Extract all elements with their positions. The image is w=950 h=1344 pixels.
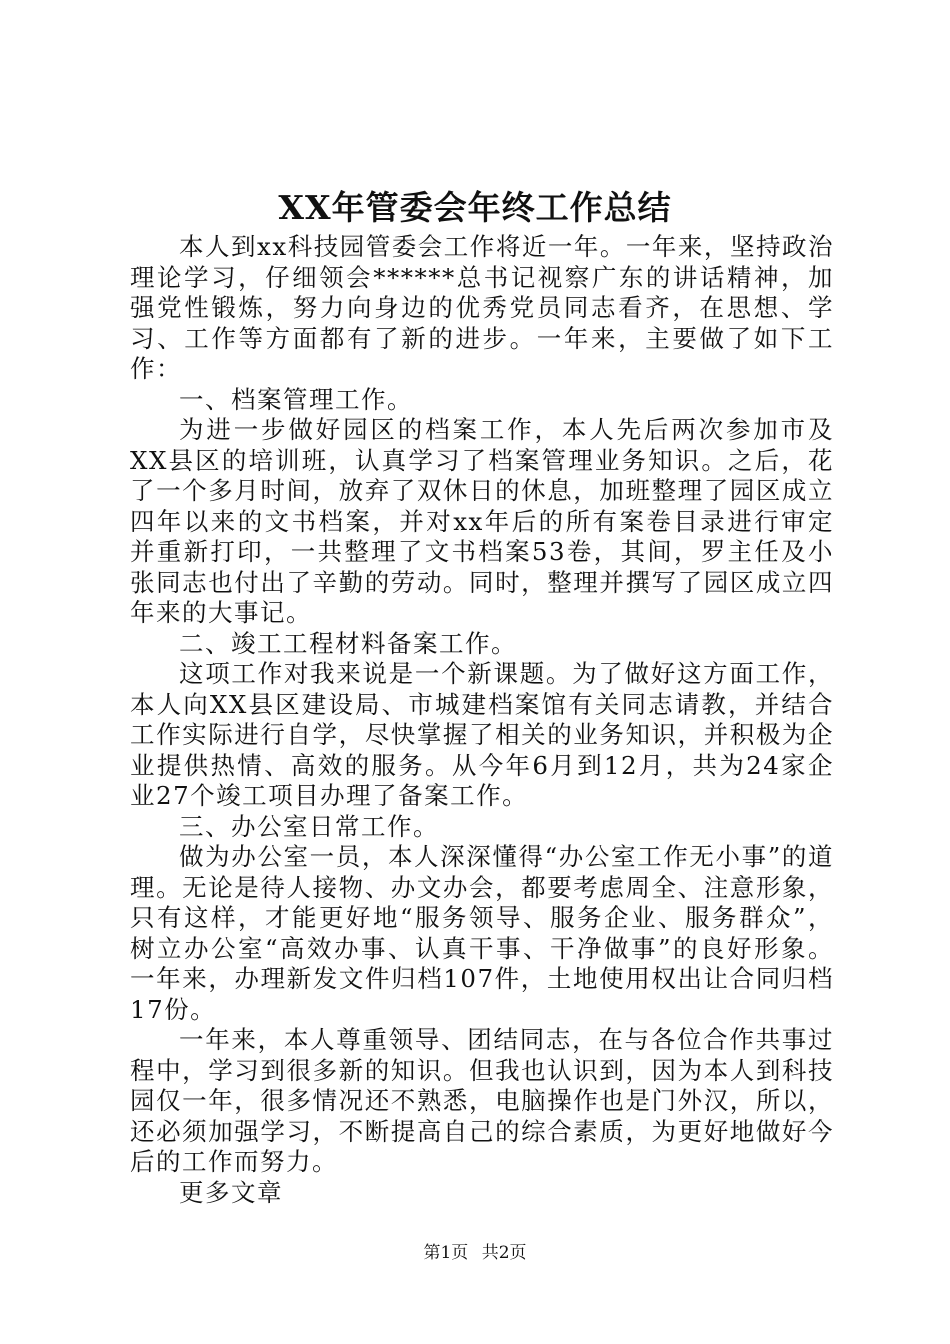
page-number-total: 共2页: [481, 1243, 527, 1263]
section-heading-filing: 二、竣工工程材料备案工作。: [179, 628, 517, 658]
paragraph-conclusion: 一年来，本人尊重领导、团结同志，在与各位合作共事过程中，学习到很多新的知识。但我也认识到，因为本人到科技园仅一年，很多情况还不熟悉，电脑操作也是门外汉，所以，还必须加强学习，不断提高自己的综合素质，为更好地做好今后的工作而努力。: [130, 1025, 834, 1176]
page-number-current: 第1页: [423, 1243, 469, 1263]
document-body: [130, 232, 834, 1208]
paragraph-office: 做为办公室一员，本人深深懂得“办公室工作无小事”的道理。无论是待人接物、办文办会，都要考虑周全、注意形象，只有这样，才能更好地“服务领导、服务企业、服务群众”，树立办公室“高效办事、认真干事、干净做事”的良好形象。一年来，办理新发文件归档107件，土地使用权出让合同归档17份。: [130, 842, 834, 1024]
more-articles-link[interactable]: 更多文章: [179, 1177, 283, 1207]
section-heading-archives: 一、档案管理工作。: [179, 384, 413, 414]
paragraph-archives: 为进一步做好园区的档案工作，本人先后两次参加市及XX县区的培训班，认真学习了档案管理业务知识。之后，花了一个多月时间，放弃了双休日的休息，加班整理了园区成立四年以来的文书档案，并对xx年后的所有案卷目录进行审定并重新打印，一共整理了文书档案53卷，其间，罗主任及小张同志也付出了辛勤的劳动。同时，整理并撰写了园区成立四年来的大事记。: [130, 415, 834, 627]
page-footer: [0, 1242, 950, 1264]
section-heading-office: 三、办公室日常工作。: [179, 811, 439, 841]
paragraph-filing: 这项工作对我来说是一个新课题。为了做好这方面工作，本人向XX县区建设局、市城建档案馆有关同志请教，并结合工作实际进行自学，尽快掌握了相关的业务知识，并积极为企业提供热情、高效的服务。从今年6月到12月，共为24家企业27个竣工项目办理了备案工作。: [130, 659, 834, 810]
paragraph-intro: 本人到xx科技园管委会工作将近一年。一年来，坚持政治理论学习，仔细领会******总书记视察广东的讲话精神，加强党性锻炼，努力向身边的优秀党员同志看齐，在思想、学习、工作等方面都有了新的进步。一年来，主要做了如下工作：: [130, 232, 834, 383]
document-title: XX年管委会年终工作总结: [278, 188, 672, 227]
